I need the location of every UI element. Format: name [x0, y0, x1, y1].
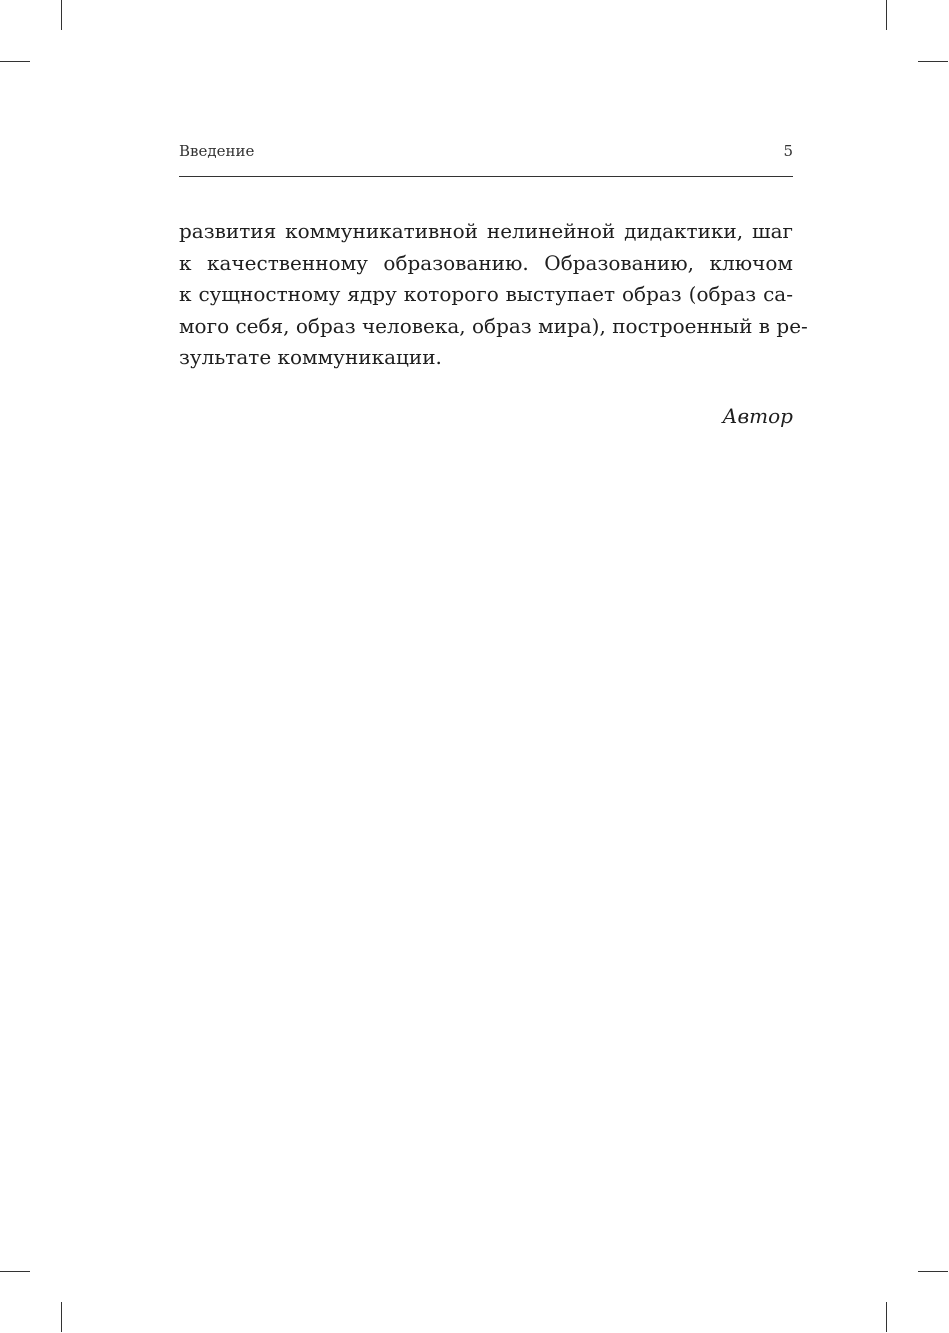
- crop-mark-bottom-left-vertical: [61, 1302, 62, 1332]
- text-line: мого себя, образ человека, образ мира), построенный в ре-: [179, 313, 808, 338]
- crop-mark-top-left-vertical: [61, 0, 62, 30]
- crop-mark-top-right-vertical: [886, 0, 887, 30]
- text-line: зультате коммуникации.: [179, 345, 442, 369]
- text-line: к сущностному ядру которого выступает образ (образ са-: [179, 282, 793, 306]
- text-line: к качественному образованию. Образованию, ключом: [179, 250, 793, 275]
- crop-mark-bottom-right-vertical: [886, 1302, 887, 1332]
- crop-mark-top-left-horizontal: [0, 61, 30, 62]
- running-head-title: Введение: [179, 142, 255, 160]
- running-head-rule: [179, 176, 793, 177]
- crop-mark-bottom-left-horizontal: [0, 1271, 30, 1272]
- crop-mark-bottom-right-horizontal: [918, 1271, 948, 1272]
- body-paragraph: [179, 216, 808, 374]
- author-signature: Автор: [722, 404, 793, 428]
- running-head: [179, 142, 793, 164]
- page-number: 5: [783, 142, 793, 160]
- crop-mark-top-right-horizontal: [918, 61, 948, 62]
- text-line: развития коммуникативной нелинейной дидактики, шаг: [179, 219, 793, 243]
